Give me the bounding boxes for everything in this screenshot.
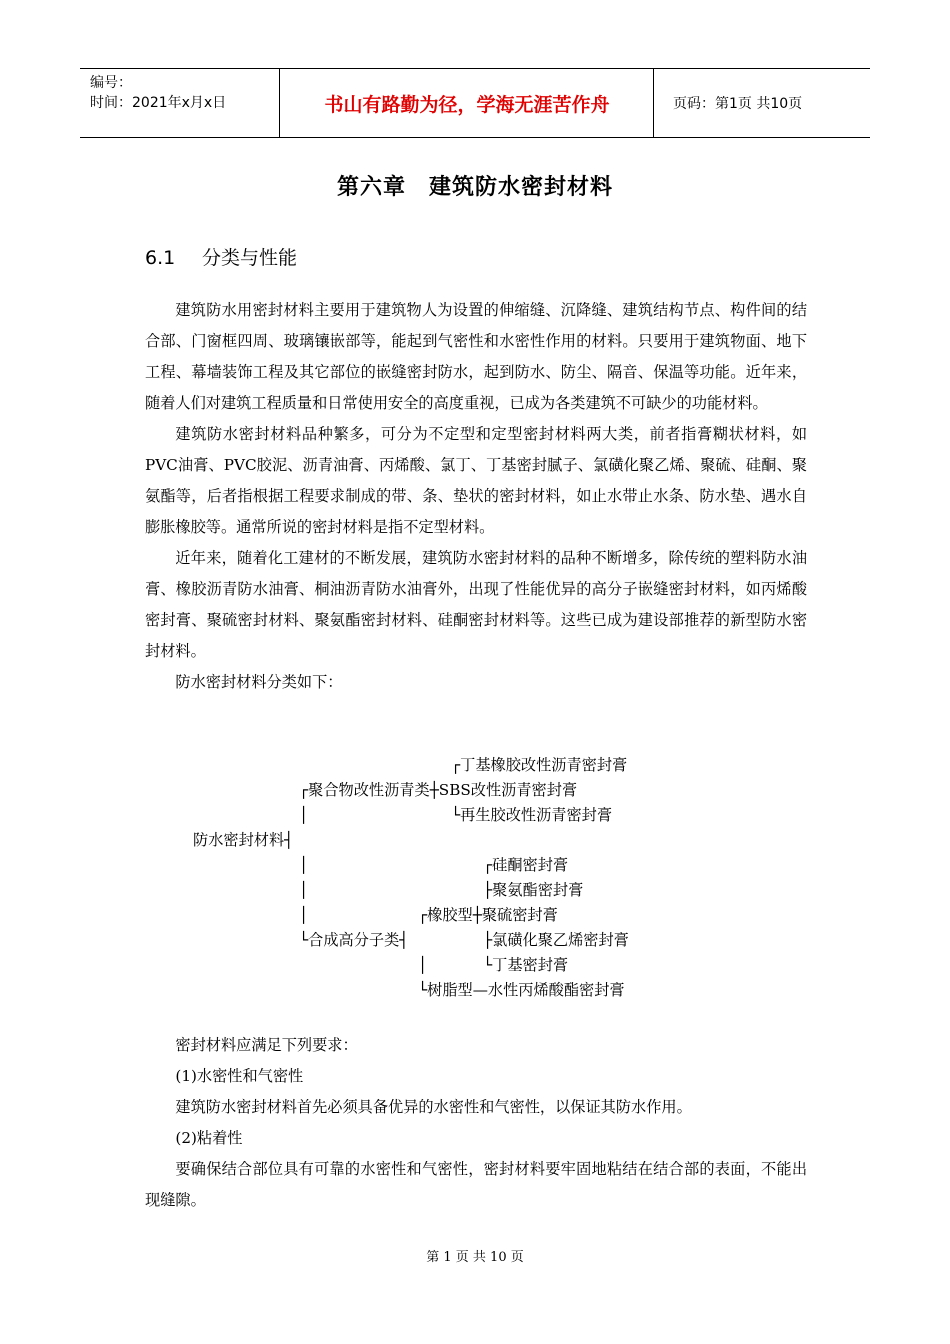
tree-line: ┌聚合物改性沥青类┼SBS改性沥青密封膏 [299, 781, 578, 799]
tree-line: │ [418, 956, 428, 974]
tree-line: └再生胶改性沥青密封膏 [451, 806, 613, 824]
section-title: 分类与性能 [202, 247, 298, 269]
paragraph: 建筑防水密封材料品种繁多，可分为不定型和定型密封材料两大类，前者指膏糊状材料，如PVC油膏、PVC胶泥、沥青油膏、丙烯酸、氯丁、丁基密封腻子、氯磺化聚乙烯、聚硫、硅酮、聚氨酯等，后者指根据工程要求制成的带、条、垫状的密封材料，如止水带止水条、防水垫、遇水自膨胀橡胶等。通常所说的密封材料是指不定型材料。 [145, 425, 807, 536]
requirements-intro: 密封材料应满足下列要求： [175, 1036, 358, 1054]
tree-line: └树脂型—水性丙烯酸酯密封膏 [418, 981, 625, 999]
requirement-text: 建筑防水密封材料首先必须具备优异的水密性和气密性，以保证其防水作用。 [175, 1098, 692, 1116]
tree-line: ├聚氨酯密封膏 [483, 881, 584, 899]
tree-line: │ [299, 881, 309, 899]
time-label: 时间：2021年x月x日 [90, 95, 227, 111]
paragraph: 近年来，随着化工建材的不断发展，建筑防水密封材料的品种不断增多，除传统的塑料防水油膏、橡胶沥青防水油膏、桐油沥青防水油膏外，出现了性能优异的高分子嵌缝密封材料，如丙烯酸密封膏、聚硫密封材料、聚氨酯密封材料、硅酮密封材料等。这些已成为建设部推荐的新型防水密封材料。 [145, 549, 807, 660]
tree-line: ├氯磺化聚乙烯密封膏 [483, 931, 629, 949]
tree-line: ┌丁基橡胶改性沥青密封膏 [451, 756, 628, 774]
paragraph: 建筑防水用密封材料主要用于建筑物人为设置的伸缩缝、沉降缝、建筑结构节点、构件间的结合部、门窗框四周、玻璃镶嵌部等，能起到气密性和水密性作用的材料。只要用于建筑物面、地下工程、幕墙装饰工程及其它部位的嵌缝密封防水，起到防水、防尘、隔音、保温等功能。近年来，随着人们对建筑工程质量和日常使用安全的高度重视，已成为各类建筑不可缺少的功能材料。 [145, 301, 807, 412]
intro-paragraphs [145, 295, 807, 698]
header-motto: 书山有路勤为径，学海无涯苦作舟 [281, 69, 654, 137]
requirement-text: 要确保结合部位具有可靠的水密性和气密性，密封材料要牢固地粘结在结合部的表面，不能出现缝隙。 [145, 1160, 807, 1209]
requirements-section [145, 1030, 807, 1216]
tree-line: │ [299, 806, 309, 824]
header-table [80, 68, 870, 138]
page-label-text: 页码：第1页 共10页 [673, 96, 803, 112]
tree-line: └合成高分子类┤ [299, 931, 409, 949]
section-number: 6.1 [145, 247, 176, 269]
tree-line: ┌橡胶型┼聚硫密封膏 [418, 906, 558, 924]
tree-line: 防水密封材料┤ [193, 831, 294, 849]
requirement-heading: (2)粘着性 [175, 1129, 243, 1147]
number-label: 编号： [90, 75, 132, 91]
section-heading [145, 243, 297, 270]
tree-line: └丁基密封膏 [483, 956, 569, 974]
chapter-title: 第六章 建筑防水密封材料 [336, 175, 613, 200]
requirement-heading: (1)水密性和气密性 [175, 1067, 304, 1085]
tree-line: │ [299, 906, 309, 924]
tree-line: ┌硅酮密封膏 [483, 856, 569, 874]
header-info-cell [80, 69, 280, 137]
header-page-label [663, 69, 870, 137]
paragraph: 防水密封材料分类如下： [175, 673, 343, 691]
page-footer: 第 1 页 共 10 页 [426, 1250, 524, 1265]
tree-line: │ [299, 856, 309, 874]
